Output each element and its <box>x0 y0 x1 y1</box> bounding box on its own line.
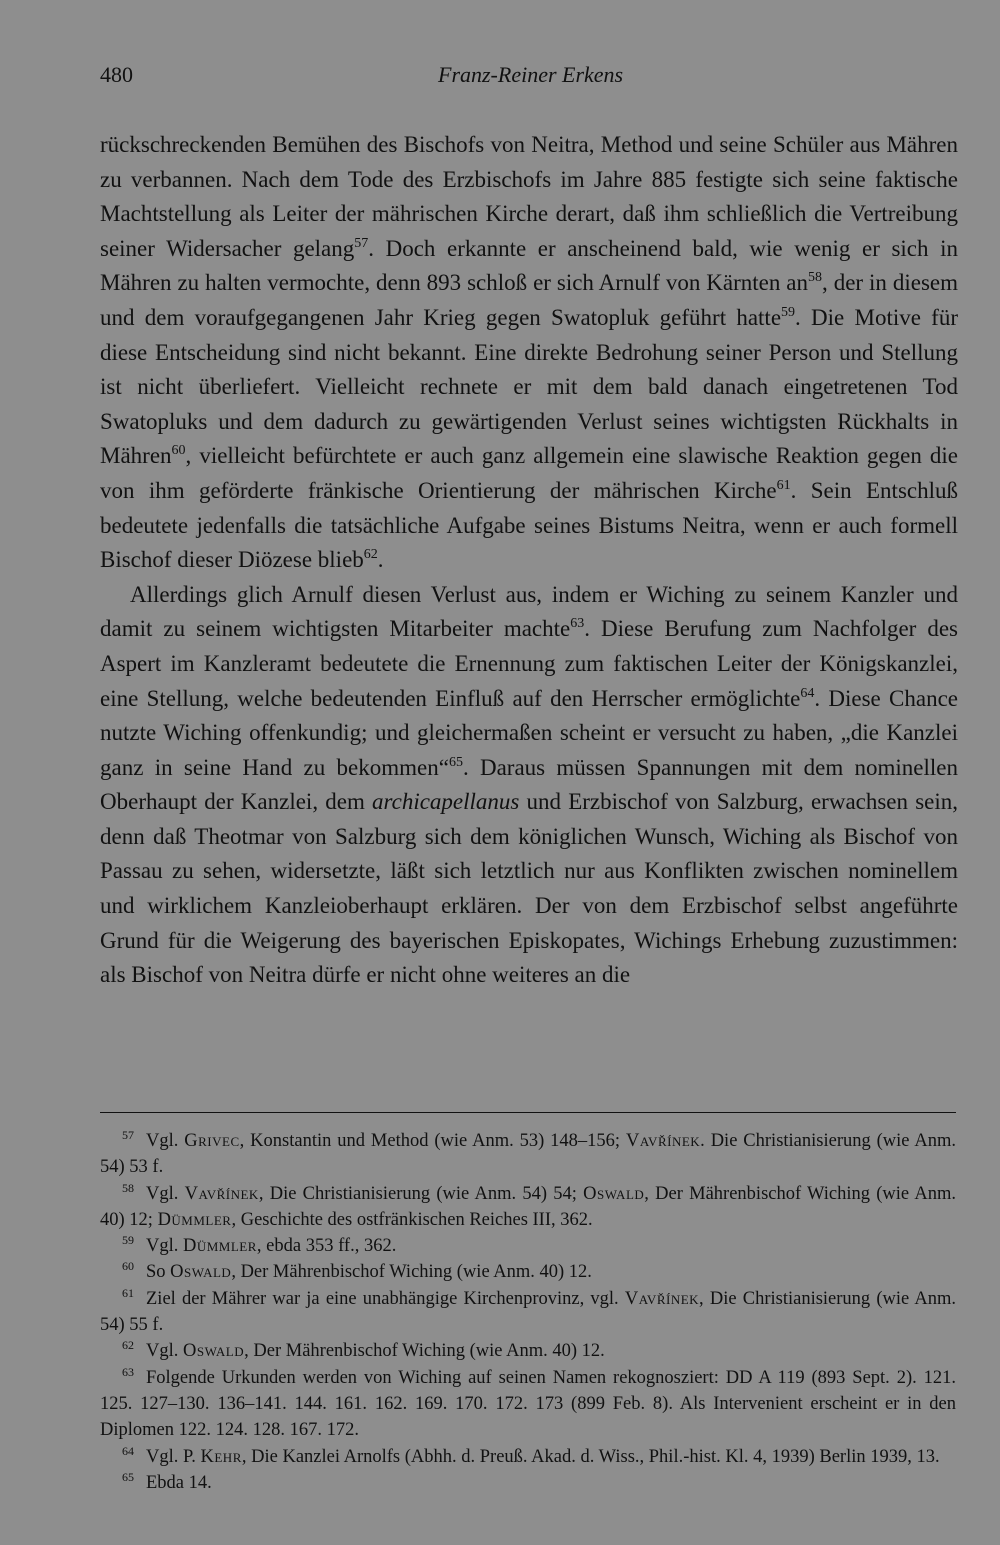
main-text <box>100 128 958 993</box>
footnote-reference: 60 <box>171 443 186 459</box>
footnote-number: 60 <box>122 1259 134 1274</box>
text-run: , Konstantin und Method (wie Anm. 53) 148–156; <box>239 1131 626 1151</box>
footnote-number: 64 <box>122 1443 134 1458</box>
author-name: Oswald <box>583 1183 645 1204</box>
author-name: Dümmler <box>157 1209 232 1230</box>
running-head: Franz-Reiner Erkens <box>438 62 624 87</box>
footnote-number: 62 <box>122 1338 134 1353</box>
author-name: Kehr <box>200 1446 242 1467</box>
text-run: . Daraus müssen Spannungen mit dem nominellen Oberhaupt der Kanzlei, dem <box>100 754 959 815</box>
text-run: . Diese Berufung zum Nachfolger des Aspert im Kanzleramt bedeutete die Ernennung zum faktischen Leiter der Königskanzlei, eine Stellung, welche bedeutenden Einfluß auf den Herrscher ermöglichte <box>100 616 959 711</box>
text-run: Ziel der Mährer war ja eine unabhängige Kirchenprovinz, vgl. <box>146 1288 625 1309</box>
text-run: Ebda 14. <box>146 1472 212 1493</box>
text-run: . Die Christianisierung (wie Anm. 54) 53 f. <box>100 1131 957 1178</box>
text-run: Vgl. <box>146 1183 185 1204</box>
footnote <box>100 1128 956 1181</box>
footnote <box>100 1338 956 1364</box>
footnote-divider <box>100 1112 956 1113</box>
text-run: , Die Christianisierung (wie Anm. 54) 54; <box>258 1183 584 1204</box>
footnote-reference: 62 <box>363 547 378 563</box>
footnote-number: 61 <box>122 1285 134 1300</box>
footnote-number: 63 <box>122 1364 134 1379</box>
footnote <box>100 1259 956 1285</box>
text-run: und Erzbischof von Salzburg, erwachsen sein, denn daß Theotmar von Salzburg sich dem königlichen Wunsch, Wiching als Bischof von Passau zu sehen, widersetzte, läßt sich letztlich nur aus Konflikten zwischen nominellem und wirklichem Kanzleioberhaupt erklären. Der von dem Erzbischof selbst angeführte Grund für die Weigerung des bayerischen Episkopates, Wichings Erhebung zuzustimmen: als Bischof von Neitra dürfe er nicht ohne weiteres an die <box>100 789 958 988</box>
footnote-number: 57 <box>122 1128 134 1142</box>
footnote-number: 58 <box>122 1180 134 1195</box>
author-name: Vavřínek <box>184 1183 259 1204</box>
footnotes <box>100 1128 956 1496</box>
page-number: 480 <box>100 62 133 87</box>
footnote-reference: 57 <box>354 235 369 251</box>
author-name: Dümmler <box>183 1236 257 1257</box>
footnote-reference: 64 <box>800 685 815 701</box>
text-run: , Der Mährenbischof Wiching (wie Anm. 40) 12. <box>244 1341 605 1362</box>
text-run: , ebda 353 ff., 362. <box>256 1236 397 1257</box>
text-run: . <box>377 547 384 573</box>
footnote-number: 65 <box>122 1469 134 1484</box>
paragraph <box>100 578 958 993</box>
footnote-reference: 63 <box>570 616 585 632</box>
footnote <box>100 1365 956 1444</box>
text-run: Vgl. <box>146 1341 183 1362</box>
footnote-reference: 61 <box>776 477 791 493</box>
text-run: Vgl. P. <box>146 1446 201 1467</box>
text-run: Allerdings glich Arnulf diesen Verlust aus, indem er Wiching zu seinem Kanzler und damit zu seinem wichtigsten Mitarbeiter machte <box>100 581 958 642</box>
text-run: , Der Mährenbischof Wiching (wie Anm. 40) 12. <box>231 1262 592 1283</box>
text-run: Folgende Urkunden werden von Wiching auf seinen Namen rekognosziert: DD A 119 (893 Sept. 2). 121. 125. 127–130. 136–141. 144. 161. 162. 169. 170. 172. 173 (899 Feb. 8). Als Intervenient erscheint er in den Diplomen 122. 124. 128. 167. 172. <box>100 1367 956 1441</box>
text-run: . Diese Chance nutzte Wiching offenkundig; und gleichermaßen scheint er versucht zu haben, „die Kanzlei ganz in seine Hand zu bekommen“ <box>100 685 958 780</box>
footnote-reference: 65 <box>448 754 463 770</box>
text-run: . Sein Entschluß bedeutete jedenfalls die tatsächliche Aufgabe seines Bistums Neitra, wenn er auch formell Bischof dieser Diözese blieb <box>100 477 958 573</box>
text-run: . Die Motive für diese Entscheidung sind nicht bekannt. Eine direkte Bedrohung seiner Person und Stellung ist nicht überliefert. Vielleicht rechnete er mit dem bald danach eingetretenen Tod Swatopluks und dem dadurch zu gewärtigenden Verlust seines wichtigsten Rückhalts in Mähren <box>100 304 959 469</box>
footnote <box>100 1233 956 1259</box>
text-run: , Geschichte des ostfränkischen Reiches III, 362. <box>231 1209 593 1230</box>
page-header <box>100 62 960 96</box>
text-run: , vielleicht befürchtete er auch ganz allgemein eine slawische Reaktion gegen die von ihm geförderte fränkische Orientierung der mährischen Kirche <box>100 443 958 503</box>
author-name: Vavřínek <box>625 1131 701 1151</box>
footnote <box>100 1181 956 1234</box>
footnote-reference: 58 <box>808 270 823 286</box>
italic-term: archicapellanus <box>372 789 520 815</box>
text-run: rückschreckenden Bemühen des Bischofs von Neitra, Method und seine Schüler aus Mähren zu verbannen. Nach dem Tode des Erzbischofs im Jahre 885 festigte sich seine faktische Machtstellung als Leiter der mährischen Kirche derart, daß ihm schließlich die Vertreibung seiner Widersacher gelang <box>100 132 958 261</box>
author-name: Grivec <box>184 1131 240 1151</box>
text-run: . Doch erkannte er anscheinend bald, wie wenig er sich in Mähren zu halten vermochte, denn 893 schloß er sich Arnulf von Kärnten an <box>100 235 958 296</box>
text-run: , Die Kanzlei Arnolfs (Abhh. d. Preuß. Akad. d. Wiss., Phil.-hist. Kl. 4, 1939) Berlin 1939, 13. <box>241 1446 940 1467</box>
text-run: Vgl. <box>146 1236 183 1257</box>
text-run: So <box>146 1262 171 1283</box>
footnote <box>100 1286 956 1339</box>
text-run: , Der Mährenbischof Wiching (wie Anm. 40) 12; <box>100 1183 956 1230</box>
footnote-number: 59 <box>122 1233 134 1248</box>
text-run: , Die Christianisierung (wie Anm. 54) 55 f. <box>100 1288 956 1336</box>
text-run: , der in diesem und dem voraufgegangenen Jahr Krieg gegen Swatopluk geführt hatte <box>100 270 959 330</box>
footnote <box>100 1470 956 1496</box>
author-name: Vavřínek <box>624 1288 700 1309</box>
footnote <box>100 1444 956 1470</box>
footnote-reference: 59 <box>781 304 796 320</box>
author-name: Oswald <box>170 1262 232 1283</box>
text-run: Vgl. <box>146 1131 185 1151</box>
paragraph <box>100 128 958 578</box>
author-name: Oswald <box>183 1341 245 1362</box>
